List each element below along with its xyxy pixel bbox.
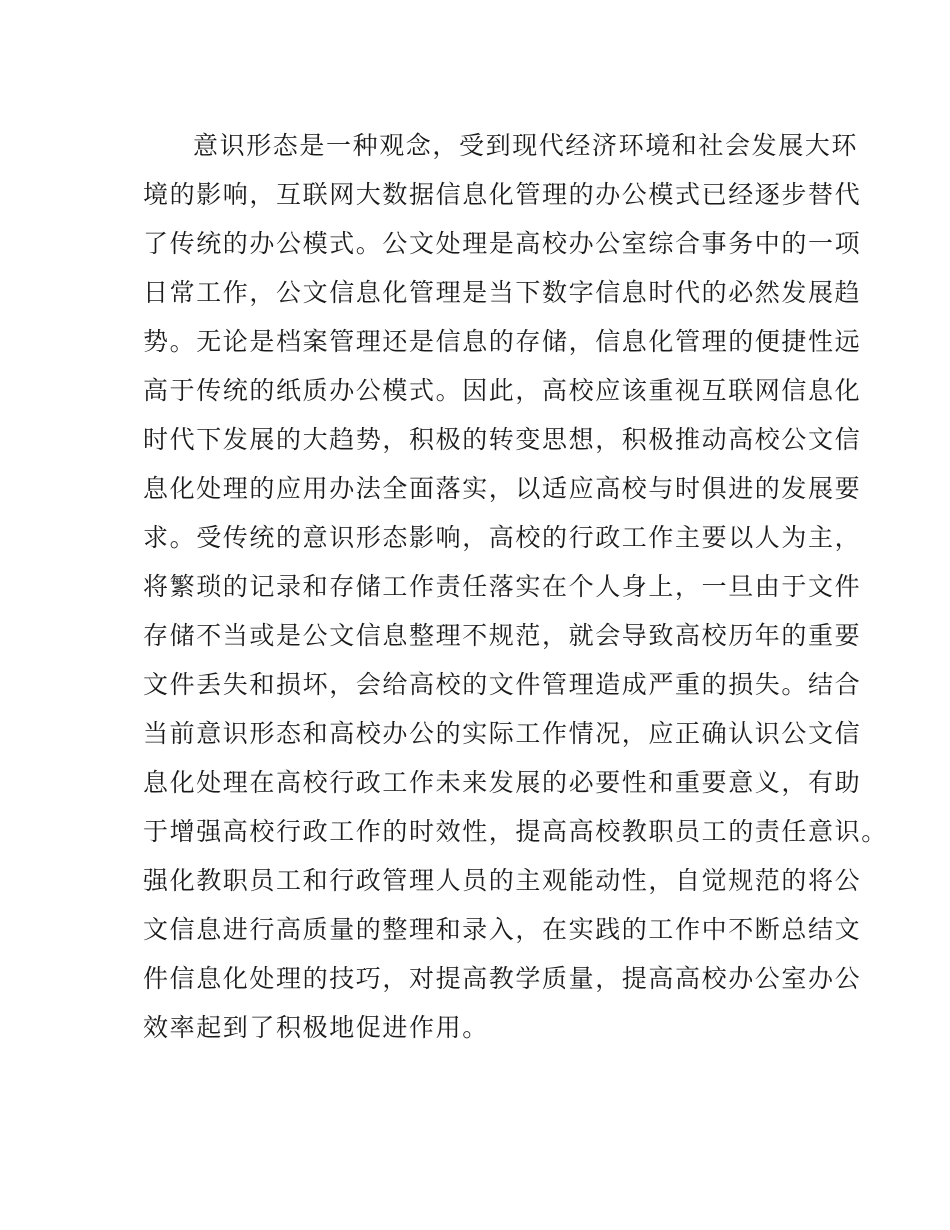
paragraph-line-18: 件信息化处理的技巧，对提高教学质量，提高高校办公室办公 — [143, 964, 862, 993]
paragraph-line-16: 强化教职员工和行政管理人员的主观能动性，自觉规范的将公 — [143, 866, 862, 895]
paragraph-line-11: 存储不当或是公文信息整理不规范，就会导致高校历年的重要 — [143, 621, 862, 650]
paragraph-line-12: 文件丢失和损坏，会给高校的文件管理造成严重的损失。结合 — [143, 670, 862, 699]
paragraph-line-3: 了传统的办公模式。公文处理是高校办公室综合事务中的一项 — [143, 229, 862, 258]
paragraph-line-1: 意识形态是一种观念，受到现代经济环境和社会发展大环 — [193, 131, 859, 160]
paragraph-line-5: 势。无论是档案管理还是信息的存储，信息化管理的便捷性远 — [143, 327, 862, 356]
paragraph-line-6: 高于传统的纸质办公模式。因此，高校应该重视互联网信息化 — [143, 376, 862, 405]
paragraph-line-10: 将繁琐的记录和存储工作责任落实在个人身上，一旦由于文件 — [143, 572, 862, 601]
paragraph-line-2: 境的影响，互联网大数据信息化管理的办公模式已经逐步替代 — [143, 180, 862, 209]
paragraph-line-19: 效率起到了积极地促进作用。 — [143, 1013, 489, 1042]
paragraph-line-9: 求。受传统的意识形态影响，高校的行政工作主要以人为主， — [143, 523, 862, 552]
paragraph-line-17: 文信息进行高质量的整理和录入，在实践的工作中不断总结文 — [143, 915, 862, 944]
paragraph-line-13: 当前意识形态和高校办公的实际工作情况，应正确认识公文信 — [143, 719, 862, 748]
paragraph-line-8: 息化处理的应用办法全面落实，以适应高校与时俱进的发展要 — [143, 474, 862, 503]
paragraph-line-14: 息化处理在高校行政工作未来发展的必要性和重要意义，有助 — [143, 768, 862, 797]
paragraph-line-4: 日常工作，公文信息化管理是当下数字信息时代的必然发展趋 — [143, 278, 862, 307]
paragraph-line-7: 时代下发展的大趋势，积极的转变思想，积极推动高校公文信 — [143, 425, 862, 454]
paragraph-line-15: 于增强高校行政工作的时效性，提高高校教职员工的责任意识。 — [143, 817, 888, 846]
